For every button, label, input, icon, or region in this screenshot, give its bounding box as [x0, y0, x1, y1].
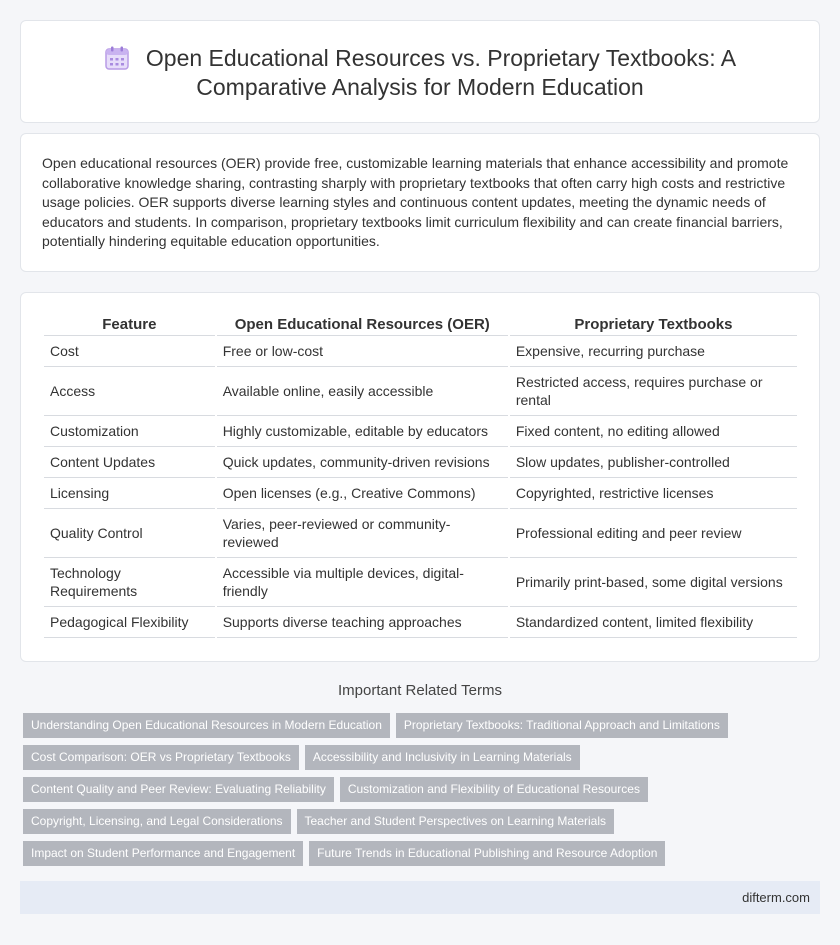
page-title-line2: Comparative Analysis for Modern Education [196, 74, 644, 100]
table-cell: Customization [44, 416, 215, 447]
calendar-icon [104, 45, 130, 71]
header-feature: Feature [44, 316, 215, 336]
page-title-line1: Open Educational Resources vs. Proprietary Textbooks: A [145, 45, 737, 71]
table-cell: Accessible via multiple devices, digital-friendly [217, 558, 508, 607]
table-cell: Primarily print-based, some digital versions [510, 558, 797, 607]
table-cell: Licensing [44, 478, 215, 509]
footer-site-link[interactable]: difterm.com [742, 890, 810, 905]
intro-paragraph: Open educational resources (OER) provide free, customizable learning materials that enhance accessibility and promote collaborative knowledge sharing, contrasting sharply with proprietary textbooks that often carry high costs and restrictive usage policies. OER supports diverse learning styles and continuous content updates, meeting the dynamic needs of educators and students. In comparison, proprietary textbooks limit curriculum flexibility and can create financial barriers, potentially hindering equitable education opportunities. [42, 155, 789, 249]
related-term-tag[interactable]: Customization and Flexibility of Educational Resources [340, 777, 648, 802]
comparison-table-card [20, 292, 820, 662]
table-cell: Supports diverse teaching approaches [217, 607, 508, 638]
header-card [20, 20, 820, 123]
related-term-tag[interactable]: Impact on Student Performance and Engagement [23, 841, 303, 866]
table-cell: Expensive, recurring purchase [510, 336, 797, 367]
table-row [44, 447, 797, 478]
header-oer: Open Educational Resources (OER) [217, 316, 508, 336]
table-row [44, 416, 797, 447]
table-cell: Standardized content, limited flexibility [510, 607, 797, 638]
comparison-table [42, 316, 799, 638]
header-proprietary: Proprietary Textbooks [510, 316, 797, 336]
page-title [146, 45, 736, 100]
intro-card [20, 133, 820, 272]
table-cell: Slow updates, publisher-controlled [510, 447, 797, 478]
table-cell: Quality Control [44, 509, 215, 558]
table-cell: Fixed content, no editing allowed [510, 416, 797, 447]
related-terms-list [23, 713, 813, 873]
table-cell: Technology Requirements [44, 558, 215, 607]
table-cell: Access [44, 367, 215, 416]
table-cell: Varies, peer-reviewed or community-reviewed [217, 509, 508, 558]
table-row [44, 478, 797, 509]
table-cell: Pedagogical Flexibility [44, 607, 215, 638]
related-term-tag[interactable]: Understanding Open Educational Resources in Modern Education [23, 713, 390, 738]
related-terms-title: Important Related Terms [338, 682, 502, 699]
table-cell: Content Updates [44, 447, 215, 478]
table-row [44, 367, 797, 416]
related-term-tag[interactable]: Copyright, Licensing, and Legal Considerations [23, 809, 291, 834]
table-cell: Highly customizable, editable by educators [217, 416, 508, 447]
table-row [44, 509, 797, 558]
table-cell: Quick updates, community-driven revisions [217, 447, 508, 478]
table-cell: Copyrighted, restrictive licenses [510, 478, 797, 509]
related-term-tag[interactable]: Proprietary Textbooks: Traditional Approach and Limitations [396, 713, 728, 738]
table-cell: Available online, easily accessible [217, 367, 508, 416]
related-term-tag[interactable]: Future Trends in Educational Publishing and Resource Adoption [309, 841, 665, 866]
table-cell: Open licenses (e.g., Creative Commons) [217, 478, 508, 509]
related-term-tag[interactable]: Teacher and Student Perspectives on Learning Materials [297, 809, 615, 834]
footer [20, 881, 820, 914]
table-row [44, 558, 797, 607]
table-cell: Free or low-cost [217, 336, 508, 367]
related-term-tag[interactable]: Accessibility and Inclusivity in Learning Materials [305, 745, 580, 770]
related-term-tag[interactable]: Cost Comparison: OER vs Proprietary Textbooks [23, 745, 299, 770]
table-cell: Professional editing and peer review [510, 509, 797, 558]
table-row [44, 336, 797, 367]
table-header-row [44, 316, 797, 336]
table-row [44, 607, 797, 638]
related-term-tag[interactable]: Content Quality and Peer Review: Evaluating Reliability [23, 777, 334, 802]
table-cell: Restricted access, requires purchase or rental [510, 367, 797, 416]
table-cell: Cost [44, 336, 215, 367]
